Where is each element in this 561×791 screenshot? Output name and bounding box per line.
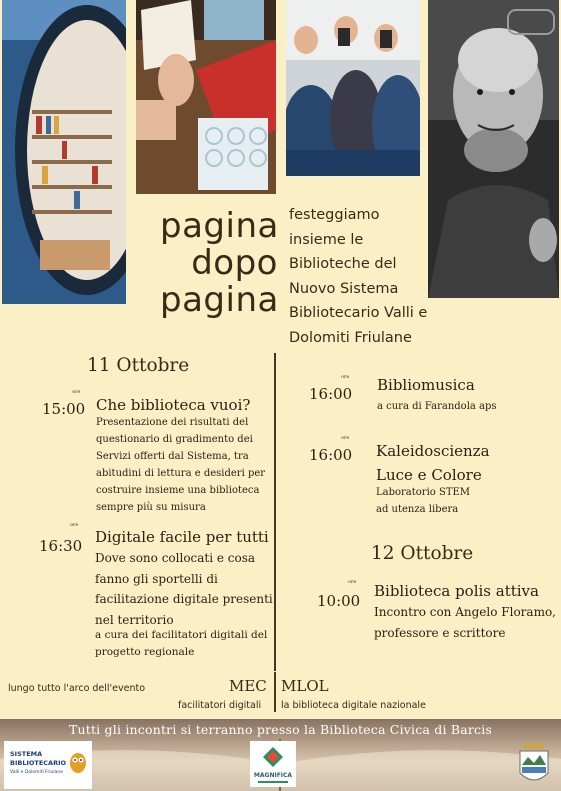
mec-label: MEC (229, 677, 267, 695)
event-title-line3: pagina (160, 280, 279, 320)
desc-line: Servizi offerti dal Sistema, tra (96, 450, 249, 462)
sistema-bibliotecario-logo (4, 741, 92, 789)
desc-line: a cura di Farandola aps (377, 401, 497, 412)
event-description (374, 602, 556, 643)
logo-text: SISTEMA (10, 750, 43, 758)
desc-line: Laboratorio STEM (376, 487, 471, 498)
intro-line: insieme le (289, 231, 364, 248)
desc-line: sempre più su misura (96, 501, 206, 513)
event-title-line1: pagina (160, 206, 279, 246)
event-ore-label: ore (348, 579, 357, 585)
event-title-che-biblioteca: Che biblioteca vuoi? (96, 396, 251, 414)
desc-line: costruire insieme una biblioteca (96, 484, 260, 496)
event-title-digitale-facile: Digitale facile per tutti (95, 528, 269, 546)
logo-text: MAGNIFICA (253, 772, 293, 779)
people-phones-photo (286, 0, 420, 176)
desc-line: fanno gli sportelli di (95, 571, 218, 586)
desc-line: questionario di gradimento dei (96, 433, 253, 445)
event-title-kaleidoscienza (376, 439, 490, 487)
intro-text (289, 203, 439, 350)
intro-line: festeggiamo (289, 207, 380, 223)
logo-text: BIBLIOTECARIO (10, 759, 67, 767)
event-credits (95, 627, 267, 661)
event-subtitle: Luce e Colore (376, 466, 482, 484)
desc-line: professore e scrittore (374, 625, 506, 640)
event-title (160, 208, 278, 319)
desc-line: nel territorio (95, 612, 174, 627)
desc-line: Incontro con Angelo Floramo, (374, 605, 556, 619)
mec-mlol-divider (274, 672, 276, 712)
event-time: 16:00 (309, 446, 353, 464)
event-time: 16:00 (309, 385, 353, 403)
library-lens-photo (2, 0, 126, 304)
event-time: 15:00 (42, 400, 86, 418)
event-description (96, 415, 265, 516)
event-title-polis: Biblioteca polis attiva (374, 582, 539, 600)
event-ore-label: ore (72, 389, 81, 395)
day1-label: 11 Ottobre (87, 355, 190, 376)
desc-line: a cura dei facilitatori digitali del (95, 629, 268, 641)
event-title-line: Kaleidoscienza (376, 442, 490, 460)
mlol-caption: la biblioteca digitale nazionale (281, 700, 426, 711)
hands-drawing-photo (136, 0, 276, 194)
intro-line: Dolomiti Friulane (289, 329, 412, 346)
day2-label: 12 Ottobre (371, 543, 474, 564)
intro-line: Biblioteche del (289, 256, 397, 272)
venue-banner: Tutti gli incontri si terranno presso la Biblioteca Civica di Barcis (68, 722, 493, 737)
event-duration-note: lungo tutto l'arco dell'evento (8, 683, 146, 694)
event-time: 10:00 (317, 592, 361, 610)
magnifica-logo (250, 741, 296, 787)
desc-line: Presentazione dei risultati del (96, 417, 249, 428)
mec-caption: facilitatori digitali (178, 700, 262, 711)
intro-line: Bibliotecario Valli e (289, 305, 428, 321)
event-title-line2: dopo (191, 243, 278, 283)
barcis-coat-of-arms (516, 741, 552, 789)
desc-line: facilitazione digitale presenti (95, 592, 273, 606)
desc-line: Dove sono collocati e cosa (95, 551, 256, 565)
intro-line: Nuovo Sistema (289, 280, 399, 297)
event-description (95, 548, 273, 630)
column-divider (274, 353, 276, 671)
desc-line: abitudini di lettura e desideri per (96, 467, 266, 479)
event-ore-label: ore (70, 522, 79, 528)
desc-line: ad utenza libera (376, 503, 459, 515)
portrait-photo (428, 0, 559, 298)
event-time: 16:30 (39, 537, 83, 555)
event-description (377, 399, 497, 416)
logo-text: Valli e Dolomiti Friulane (10, 770, 64, 775)
desc-line: progetto regionale (95, 645, 195, 658)
event-description (376, 485, 470, 519)
mlol-label: MLOL (281, 677, 329, 695)
event-ore-label: ore (341, 374, 350, 380)
event-title-bibliomusica: Bibliomusica (377, 376, 475, 394)
event-ore-label: ore (341, 435, 350, 441)
